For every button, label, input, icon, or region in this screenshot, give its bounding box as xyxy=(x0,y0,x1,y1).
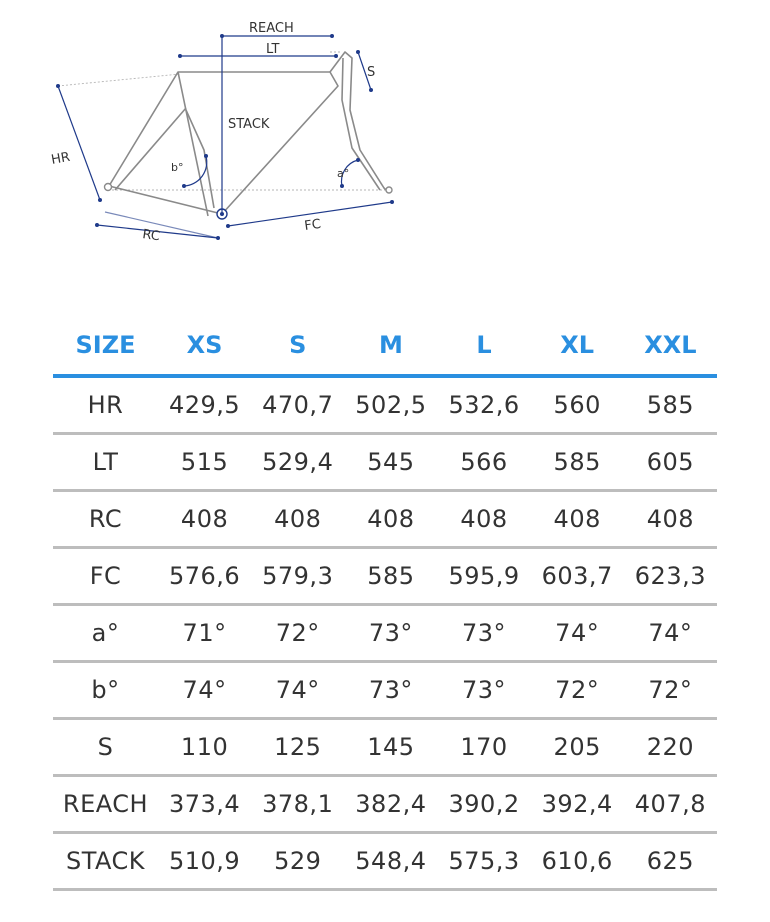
lt-label: LT xyxy=(266,42,280,57)
header-l: L xyxy=(437,316,530,376)
table-cell: 74° xyxy=(531,605,624,662)
table-cell: 603,7 xyxy=(531,548,624,605)
table-cell: 170 xyxy=(437,719,530,776)
table-cell: 392,4 xyxy=(531,776,624,833)
geometry-table xyxy=(53,316,717,891)
hr-dimension xyxy=(56,84,102,202)
table-cell: 585 xyxy=(624,376,717,434)
table-cell: 220 xyxy=(624,719,717,776)
table-cell: 74° xyxy=(624,605,717,662)
b-angle-label: b° xyxy=(171,161,184,174)
table-cell: 408 xyxy=(344,491,437,548)
row-label: a° xyxy=(53,605,158,662)
row-label: LT xyxy=(53,434,158,491)
row-label: HR xyxy=(53,376,158,434)
header-xs: XS xyxy=(158,316,251,376)
table-cell: 529,4 xyxy=(251,434,344,491)
row-label: S xyxy=(53,719,158,776)
table-cell: 610,6 xyxy=(531,833,624,890)
table-row xyxy=(53,662,717,719)
header-xxl: XXL xyxy=(624,316,717,376)
table-cell: 585 xyxy=(531,434,624,491)
table-cell: 605 xyxy=(624,434,717,491)
fc-label: FC xyxy=(303,216,322,234)
table-cell: 408 xyxy=(251,491,344,548)
table-cell: 529 xyxy=(251,833,344,890)
table-cell: 378,1 xyxy=(251,776,344,833)
table-cell: 595,9 xyxy=(437,548,530,605)
row-label: STACK xyxy=(53,833,158,890)
table-cell: 408 xyxy=(624,491,717,548)
table-cell: 623,3 xyxy=(624,548,717,605)
table-cell: 373,4 xyxy=(158,776,251,833)
bike-frame xyxy=(105,52,393,219)
table-row xyxy=(53,605,717,662)
table-row xyxy=(53,719,717,776)
s-label: S xyxy=(367,65,376,80)
reach-label: REACH xyxy=(249,21,294,36)
table-cell: 74° xyxy=(251,662,344,719)
table-header-row xyxy=(53,316,717,376)
table-cell: 408 xyxy=(437,491,530,548)
table-cell: 145 xyxy=(344,719,437,776)
table-row xyxy=(53,491,717,548)
lt-dimension xyxy=(178,54,338,58)
header-xl: XL xyxy=(531,316,624,376)
table-row xyxy=(53,376,717,434)
table-cell: 72° xyxy=(531,662,624,719)
table-cell: 470,7 xyxy=(251,376,344,434)
table-cell: 576,6 xyxy=(158,548,251,605)
table-row xyxy=(53,434,717,491)
table-cell: 560 xyxy=(531,376,624,434)
hr-label: HR xyxy=(50,149,72,168)
b-angle-arc xyxy=(182,154,208,188)
table-row xyxy=(53,833,717,890)
table-cell: 408 xyxy=(158,491,251,548)
table-cell: 579,3 xyxy=(251,548,344,605)
table-cell: 429,5 xyxy=(158,376,251,434)
table-cell: 71° xyxy=(158,605,251,662)
table-cell: 382,4 xyxy=(344,776,437,833)
table-cell: 510,9 xyxy=(158,833,251,890)
row-label: REACH xyxy=(53,776,158,833)
table-cell: 390,2 xyxy=(437,776,530,833)
header-size: SIZE xyxy=(53,316,158,376)
rc-label: RC xyxy=(141,227,161,245)
table-cell: 73° xyxy=(344,662,437,719)
table-cell: 515 xyxy=(158,434,251,491)
table-cell: 72° xyxy=(251,605,344,662)
table-cell: 73° xyxy=(437,605,530,662)
row-label: b° xyxy=(53,662,158,719)
table-row xyxy=(53,776,717,833)
row-label: FC xyxy=(53,548,158,605)
table-cell: 545 xyxy=(344,434,437,491)
stack-label: STACK xyxy=(228,117,270,132)
table-cell: 125 xyxy=(251,719,344,776)
table-cell: 532,6 xyxy=(437,376,530,434)
row-label: RC xyxy=(53,491,158,548)
table-cell: 74° xyxy=(158,662,251,719)
table-cell: 625 xyxy=(624,833,717,890)
table-body xyxy=(53,376,717,890)
frame-geometry-diagram xyxy=(0,0,420,250)
table-cell: 110 xyxy=(158,719,251,776)
table-cell: 205 xyxy=(531,719,624,776)
table-row xyxy=(53,548,717,605)
header-s: S xyxy=(251,316,344,376)
table-cell: 502,5 xyxy=(344,376,437,434)
table-cell: 566 xyxy=(437,434,530,491)
table-cell: 548,4 xyxy=(344,833,437,890)
a-angle-label: a° xyxy=(337,167,350,180)
table-cell: 408 xyxy=(531,491,624,548)
table-cell: 73° xyxy=(437,662,530,719)
header-m: M xyxy=(344,316,437,376)
table-cell: 73° xyxy=(344,605,437,662)
table-cell: 585 xyxy=(344,548,437,605)
table-cell: 407,8 xyxy=(624,776,717,833)
table-cell: 575,3 xyxy=(437,833,530,890)
table-cell: 72° xyxy=(624,662,717,719)
